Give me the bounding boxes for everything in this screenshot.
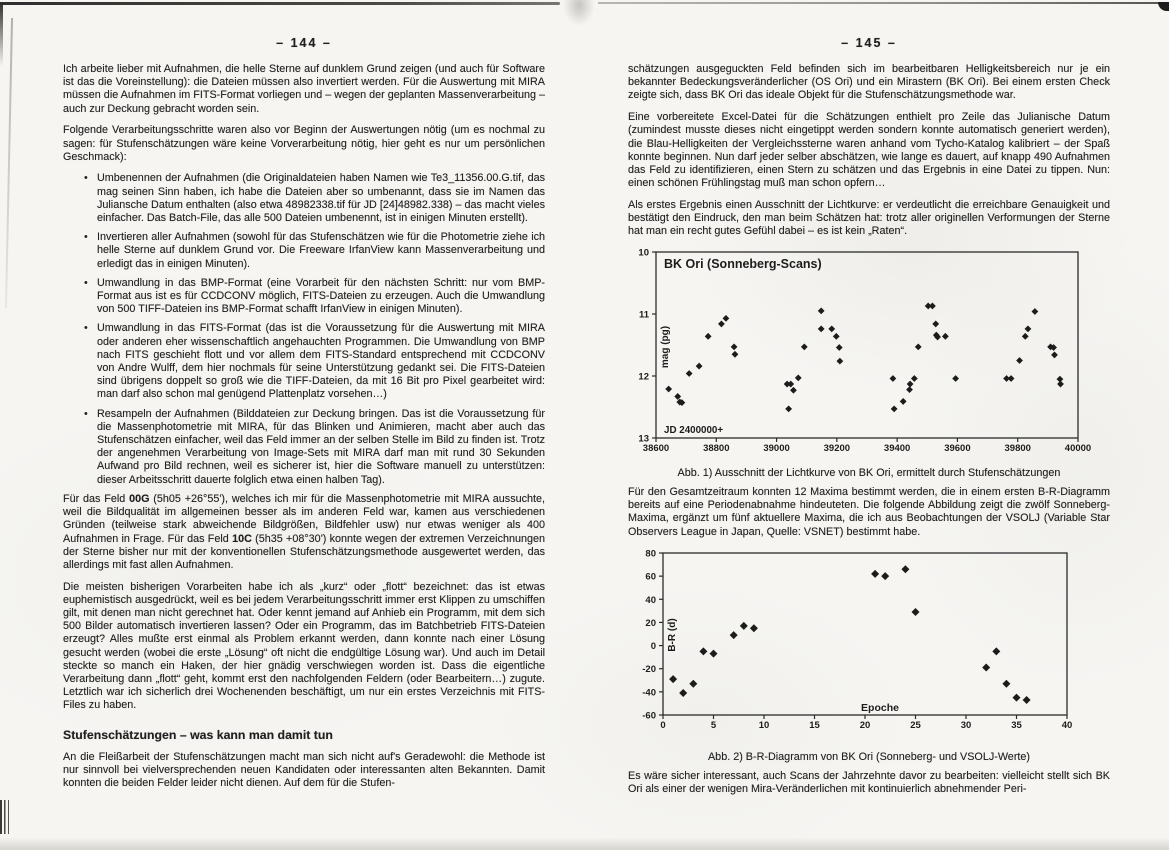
data-point [992, 648, 1000, 656]
data-point [689, 680, 697, 688]
data-point [699, 648, 707, 656]
data-point [1031, 308, 1038, 315]
data-point [787, 381, 794, 388]
y-axis-label: B-R (d) [667, 618, 678, 652]
data-point [1057, 381, 1064, 388]
x-tick-label: 39600 [944, 442, 971, 454]
page-number-left: – 144 – [276, 36, 332, 50]
data-point [679, 689, 687, 697]
data-point [871, 570, 879, 578]
data-point [836, 358, 843, 365]
axis-offset-label: JD 2400000+ [664, 424, 724, 436]
paragraph: Eine vorbereitete Excel-Datei für die Schätzungen enthielt pro Zeile das Julianische Datum (zumindest musste dieses nicht eingetippt werden sondern konnte automatisch generiert werden), die Blau-Helligkeiten der Vergleichssterne waren anhand vom Tycho-Katalog kalibriert – der Spaß konnte beginnen. Nun darf jeder selber abschätzen, wie lange es dauert, auf knapp 490 Aufnahmen das Feld zu identifizieren, einen Stern zu schätzen und das Ergebnis in eine Datei zu tippen. Nun: einen schönen Frühlingstag muß man schon opfern… [628, 111, 1110, 190]
x-tick-label: 38800 [703, 442, 730, 454]
y-tick-label: -20 [642, 664, 656, 676]
x-tick-label: 0 [660, 720, 666, 732]
data-point [723, 315, 730, 322]
bullet-text: Umwandlung in das BMP-Format (eine Vorarbeit für den nächsten Schritt: nur vom BMP-Format aus ist es für CCDCONV möglich, FITS-Dateien zu erzeugen. Auch die Umwandlung von 500 TIFF-Dateien ins BMP-Format schafft IrfanView in einigen Minuten). [97, 276, 545, 316]
scan-artifact-bottom-shadow [0, 837, 1169, 850]
bullet-marker: • [84, 276, 88, 289]
x-tick-label: 40000 [1064, 442, 1092, 454]
data-point [1023, 696, 1031, 704]
figure-caption: Abb. 1) Ausschnitt der Lichtkurve von BK Ori, ermittelt durch Stufenschätzungen [677, 466, 1061, 479]
data-point [801, 343, 808, 350]
data-point [686, 370, 693, 377]
y-tick-label: 11 [638, 309, 649, 321]
paragraph: Für das Feld 00G (5h05 +26°55'), welches ich mir für die Massenphotometrie mit MIRA aussuchte, weil die Bildqualität im allgemeinen besser als im anderen Feld war, kamen aus verschiedenen Gründen (teilweise stark abweichende Bildgrößen, Bildfehler usw) nur etwas weniger als 400 Aufnahmen in Frage. Für das Feld 10C (5h35 +08°30') konnte wegen der extremen Verzeichnungen der Sterne bisher nur mit der konventionellen Stufenschätzungsmethode ausgewertet werden, das allerdings mit fast allen Aufnahmen. [63, 492, 546, 571]
chart-title: BK Ori (Sonneberg-Scans) [664, 256, 822, 271]
x-tick-label: 39000 [763, 442, 790, 454]
y-tick-label: 13 [638, 433, 649, 445]
x-tick-label: 20 [859, 720, 871, 732]
x-tick-label: 10 [758, 720, 770, 732]
data-point [891, 405, 898, 412]
data-point [1025, 325, 1032, 332]
x-tick-label: 35 [1011, 720, 1022, 732]
scan-artifact-top-edge-left [0, 2, 560, 5]
x-tick-label: 38600 [642, 442, 670, 454]
x-axis-label: Epoche [861, 702, 899, 715]
y-tick-label: -60 [642, 710, 656, 722]
paragraph: Es wäre sicher interessant, auch Scans der Jahrzehnte davor zu bearbeiten: vielleicht stellt sich BK Ori als einer der wenigen Mira-Veränderlichen mit kontinuierlich abnehmender Peri- [628, 770, 1110, 796]
data-point [901, 565, 909, 573]
data-point [1022, 333, 1029, 340]
paragraph: Ich arbeite lieber mit Aufnahmen, die helle Sterne auf dunklem Grund zeigen (und auch für Software ist das die Voreinstellung): die Dateien müssen also invertiert werden. Für die Auswertung mit MIRA müssen die Aufnahmen im FITS-Format vorliegen und – wegen der geplanten Massenverarbeitung – auch zur Deckung gebracht worden sein. [63, 63, 545, 115]
data-point [750, 624, 758, 632]
data-point [952, 375, 959, 382]
plot-frame [663, 553, 1067, 715]
bullet-marker: • [84, 407, 88, 420]
paragraph: Die meisten bisherigen Vorarbeiten habe ich als „kurz“ oder „flott“ bezeichnet: das ist etwas euphemistisch ausgedrückt, weil es bei jedem Verarbeitungsschritt immer erst Klippen zu umschiffen gilt, mit denen man nicht gerechnet hat. Oder kennt jemand auf Anhieb ein Programm, mit dem sich 500 Bilder automatisch invertieren lassen? Oder ein Programm, das im Batchbetrieb FITS-Dateien erzeugt? Alles mußte erst einmal als Problem erkannt werden, dann konnte nach einer Lösung gesucht werden (wobei die erste „Lösung“ oft nicht die endgültige Lösung war). Und auch im Detail steckte so manch ein Haken, der hier gnädig verschwiegen worden ist. Dass die eigentliche Verarbeitung dann „flott“ geht, kommt erst den nachfolgenden Feldern (oder Bearbeitern…) zugute. Letztlich war ich sicherlich drei Wochenenden beschäftigt, um nur ein erstes Verzeichnis mit FITS-Files zu haben. [63, 580, 545, 712]
data-point [674, 393, 681, 400]
data-point [818, 325, 825, 332]
scan-artifact-gutter-smudge [563, 0, 595, 26]
bullet-marker: • [84, 172, 88, 185]
page-144-text-column [63, 63, 545, 790]
data-point [900, 398, 907, 405]
data-point [906, 386, 913, 393]
light-curve-chart [628, 247, 1110, 460]
data-point [836, 344, 843, 351]
scan-artifact-bottom-left-marks [0, 800, 12, 834]
data-point [911, 375, 918, 382]
data-point [890, 375, 897, 382]
data-point [705, 333, 712, 340]
x-tick-label: 5 [710, 720, 717, 732]
bullet-item [63, 231, 545, 271]
data-point [1002, 680, 1010, 688]
bullet-text: Umwandlung in das FITS-Format (das ist die Voraussetzung für die Auswertung mit MIRA oder anderen eher wissenschaftlich angehauchten Programmen. Die Umwandlung von BMP nach FITS geschieht flott und vor allem dem FITS-Standard entsprechend mit CCDCONV von Andre Wulff, dem hier nochmals für seine Unterstützung gedankt sei. Die FITS-Dateien sind übrigens doppelt so groß wie die TIFF-Dateien, da mit 16 Bit pro Pixel gearbeitet wird: man darf also schon mal genügend Plattenplatz vorsehen…) [97, 322, 545, 401]
x-tick-label: 39400 [883, 442, 911, 454]
data-point [907, 381, 914, 388]
page-number-right: – 145 – [841, 36, 897, 50]
x-tick-label: 30 [960, 720, 972, 732]
paragraph: Für den Gesamtzeitraum konnten 12 Maxima bestimmt werden, die in einem ersten B-R-Diagramm bereits auf eine Periodenabnahme hindeuteten. Die folgende Abbildung zeigt die zwölf Sonneberg-Maxima, ergänzt um fünf aktuellere Maxima, die ich aus Beobachtungen der VSOLJ (Variable Star Observers League in Japan, Quelle: VSNET) bestimmt habe. [628, 485, 1110, 538]
y-tick-label: 10 [638, 247, 649, 259]
page-145 [628, 36, 1110, 805]
x-tick-label: 39800 [1004, 442, 1031, 454]
figure-1-light-curve [628, 247, 1110, 465]
data-point [982, 664, 990, 672]
paragraph: Als erstes Ergebnis einen Ausschnitt der Lichtkurve: er verdeutlicht die erreichbare Genauigkeit und bestätigt den Eindruck, den man beim Schätzen hat: trotz aller originellen Verformungen der Sterne hat man ein recht gutes Gefühl dabei – es ist kein „Raten“. [628, 198, 1110, 238]
data-point [669, 675, 677, 683]
data-point [795, 374, 802, 381]
bullet-item [63, 322, 545, 401]
x-tick-label: 40 [1061, 720, 1073, 732]
bullet-text: Invertieren aller Aufnahmen (sowohl für das Stufenschätzen wie für die Photometrie ziehe ich helle Sterne auf dunklem Grund vor. Die Freeware IrfanView kann Massenverarbeitung und erledigt das in einigen Minuten). [97, 231, 545, 270]
data-point [881, 572, 889, 580]
x-tick-label: 15 [809, 720, 820, 732]
bullet-item [63, 408, 545, 487]
data-point [942, 333, 949, 340]
plot-frame [656, 252, 1078, 438]
data-point [710, 650, 718, 658]
data-point [833, 333, 840, 340]
data-point [929, 302, 936, 309]
y-axis-label: mag (pg) [660, 325, 671, 369]
y-tick-label: -40 [642, 687, 656, 699]
data-point [790, 387, 797, 394]
data-point [740, 622, 748, 630]
y-tick-label: 80 [645, 548, 656, 560]
x-tick-label: 25 [910, 720, 921, 732]
scan-artifact-top-edge-right [598, 2, 1169, 4]
data-point [1016, 357, 1023, 364]
y-tick-label: 0 [650, 641, 656, 653]
data-point [1051, 351, 1058, 358]
data-point [718, 320, 725, 327]
y-tick-label: 60 [645, 571, 656, 583]
data-point [915, 343, 922, 350]
data-point [731, 343, 738, 350]
x-tick-label: 39200 [823, 442, 851, 454]
data-point [696, 363, 703, 370]
scan-artifact-page-fold-line [5, 18, 13, 308]
page-144 [63, 36, 545, 799]
page-145-text-column [628, 63, 1110, 797]
scan-artifact-left-edge [0, 2, 3, 66]
data-point [1013, 694, 1021, 702]
data-point [730, 631, 738, 639]
bullet-marker: • [84, 322, 88, 335]
section-heading: Stufenschätzungen – was kann man damit tun [63, 727, 333, 742]
data-point [818, 307, 825, 314]
paragraph: An die Fleißarbeit der Stufenschätzungen macht man sich nicht auf's Geradewohl: die Methode ist nur sinnvoll bei vielversprechenden neuen Kandidaten oder interessanten alten Bekannten. Damit konnten die beiden Felder leider nicht dienen. Auf dem für die Stufen- [63, 750, 545, 790]
bullet-marker: • [84, 231, 88, 244]
data-point [785, 405, 792, 412]
data-point [932, 320, 939, 327]
figure-2-b-r-diagram [628, 547, 1110, 749]
data-point [1008, 375, 1015, 382]
paragraph: Folgende Verarbeitungsschritte waren also vor Beginn der Auswertungen nötig (um es nochmal zu sagen: für Stufenschätzungen wäre keine Vorverarbeitung nötig, hier geht es nur um persönlichen Geschmack): [63, 124, 545, 163]
scan-artifact-top-right-mark [1158, 2, 1169, 11]
y-tick-label: 20 [645, 618, 656, 630]
bullet-item [63, 172, 545, 225]
y-tick-label: 40 [645, 595, 656, 607]
b-r-diagram-chart [628, 547, 1110, 744]
y-tick-label: 12 [638, 371, 649, 383]
data-point [828, 325, 835, 332]
bullet-item [63, 277, 545, 317]
data-point [665, 386, 672, 393]
figure-caption: Abb. 2) B-R-Diagramm von BK Ori (Sonneberg- und VSOLJ-Werte) [707, 751, 1031, 764]
paragraph: schätzungen ausgeguckten Feld befinden sich im bearbeitbaren Helligkeitsbereich nur je ein bekannter Bedeckungsveränderlicher (OS Ori) und ein Mirastern (BK Ori). Bei einem ersten Check zeigte sich, dass BK Ori das ideale Objekt für die Stufenschätzungsmethode war. [628, 63, 1110, 102]
data-point [732, 351, 739, 358]
bullet-text: Resampeln der Aufnahmen (Bilddateien zur Deckung bringen. Das ist die Voraussetzung für die Massenphotometrie mit MIRA, für das Blinken und Animieren, macht aber auch das Stufenschätzen einfacher, weil das Feld immer an der selben Stelle im Bild zu finden ist. Trotz der angenehmen Verarbeitung von Image-Sets mit MIRA darf man mit rund 30 Sekunden Aufwand pro Bild rechnen, weil es sicherer ist, hier die Software manuell zu unterstützen: dieser Arbeitsschritt dauerte folglich etwa einen halben Tag). [97, 407, 545, 486]
bullet-text: Umbenennen der Aufnahmen (die Originaldateien haben Namen wie Te3_11356.00.G.tif, das mag seinen Sinn haben, ich habe die Dateien aber so umbenannt, dass sie im Namen das Juliansche Datum enthalten (also etwa 48982338.tif für JD [24]48982.338) – das macht vieles einfacher. Das Batch-File, das alle 500 Dateien umbenennt, ist in einigen Minuten erstellt). [97, 172, 545, 225]
data-point [912, 608, 920, 616]
